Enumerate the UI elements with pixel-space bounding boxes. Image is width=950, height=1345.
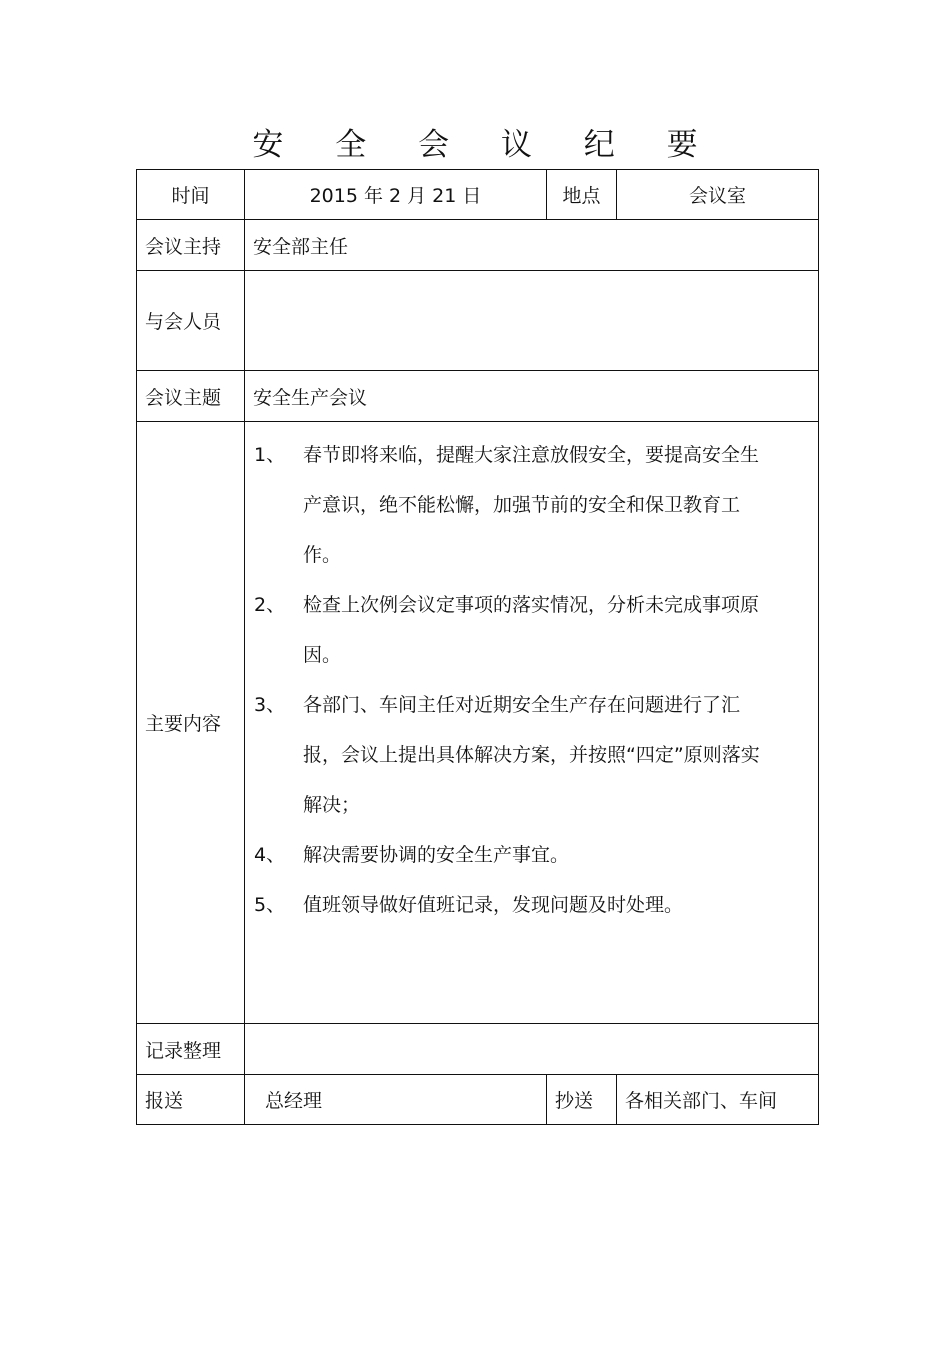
attendees-label: 与会人员 <box>137 271 245 371</box>
item-number: 1、 <box>254 444 286 466</box>
list-item <box>245 880 818 930</box>
content-label: 主要内容 <box>137 422 245 1024</box>
attendees-row <box>137 271 819 371</box>
content-row <box>137 422 819 1024</box>
distribution-row <box>137 1075 819 1125</box>
topic-label: 会议主题 <box>137 371 245 422</box>
minutes-table <box>136 169 819 1125</box>
host-label: 会议主持 <box>137 220 245 271</box>
topic-value: 安全生产会议 <box>245 371 819 422</box>
document-title: 安 全 会 议 纪 要 <box>252 127 719 163</box>
time-row <box>137 170 819 220</box>
cc-label: 抄送 <box>547 1075 617 1125</box>
report-to-label: 报送 <box>137 1075 245 1125</box>
item-text: 春节即将来临，提醒大家注意放假安全，要提高安全生产意识，绝不能松懈，加强节前的安全和保卫教育工作。 <box>303 444 760 566</box>
content-list <box>245 430 818 930</box>
item-number: 4、 <box>254 844 286 866</box>
host-value: 安全部主任 <box>245 220 819 271</box>
report-to-value: 总经理 <box>245 1075 547 1125</box>
item-text: 各部门、车间主任对近期安全生产存在问题进行了汇报，会议上提出具体解决方案，并按照“四定”原则落实解决； <box>303 694 760 816</box>
host-row <box>137 220 819 271</box>
list-item <box>245 580 818 680</box>
place-label: 地点 <box>547 170 617 220</box>
time-value: 2015 年 2 月 21 日 <box>245 170 547 220</box>
item-text: 解决需要协调的安全生产事宜。 <box>303 844 570 866</box>
cc-value: 各相关部门、车间 <box>617 1075 819 1125</box>
recorder-value <box>245 1024 819 1075</box>
recorder-label: 记录整理 <box>137 1024 245 1075</box>
item-number: 5、 <box>254 894 286 916</box>
item-text: 检查上次例会议定事项的落实情况，分析未完成事项原因。 <box>303 594 760 666</box>
attendees-value <box>245 271 819 371</box>
topic-row <box>137 371 819 422</box>
item-number: 3、 <box>254 694 286 716</box>
list-item <box>245 680 818 830</box>
recorder-row <box>137 1024 819 1075</box>
item-number: 2、 <box>254 594 286 616</box>
time-label: 时间 <box>137 170 245 220</box>
content-cell <box>245 422 819 1024</box>
place-value: 会议室 <box>617 170 819 220</box>
item-text: 值班领导做好值班记录，发现问题及时处理。 <box>303 894 684 916</box>
list-item <box>245 430 818 580</box>
list-item <box>245 830 818 880</box>
